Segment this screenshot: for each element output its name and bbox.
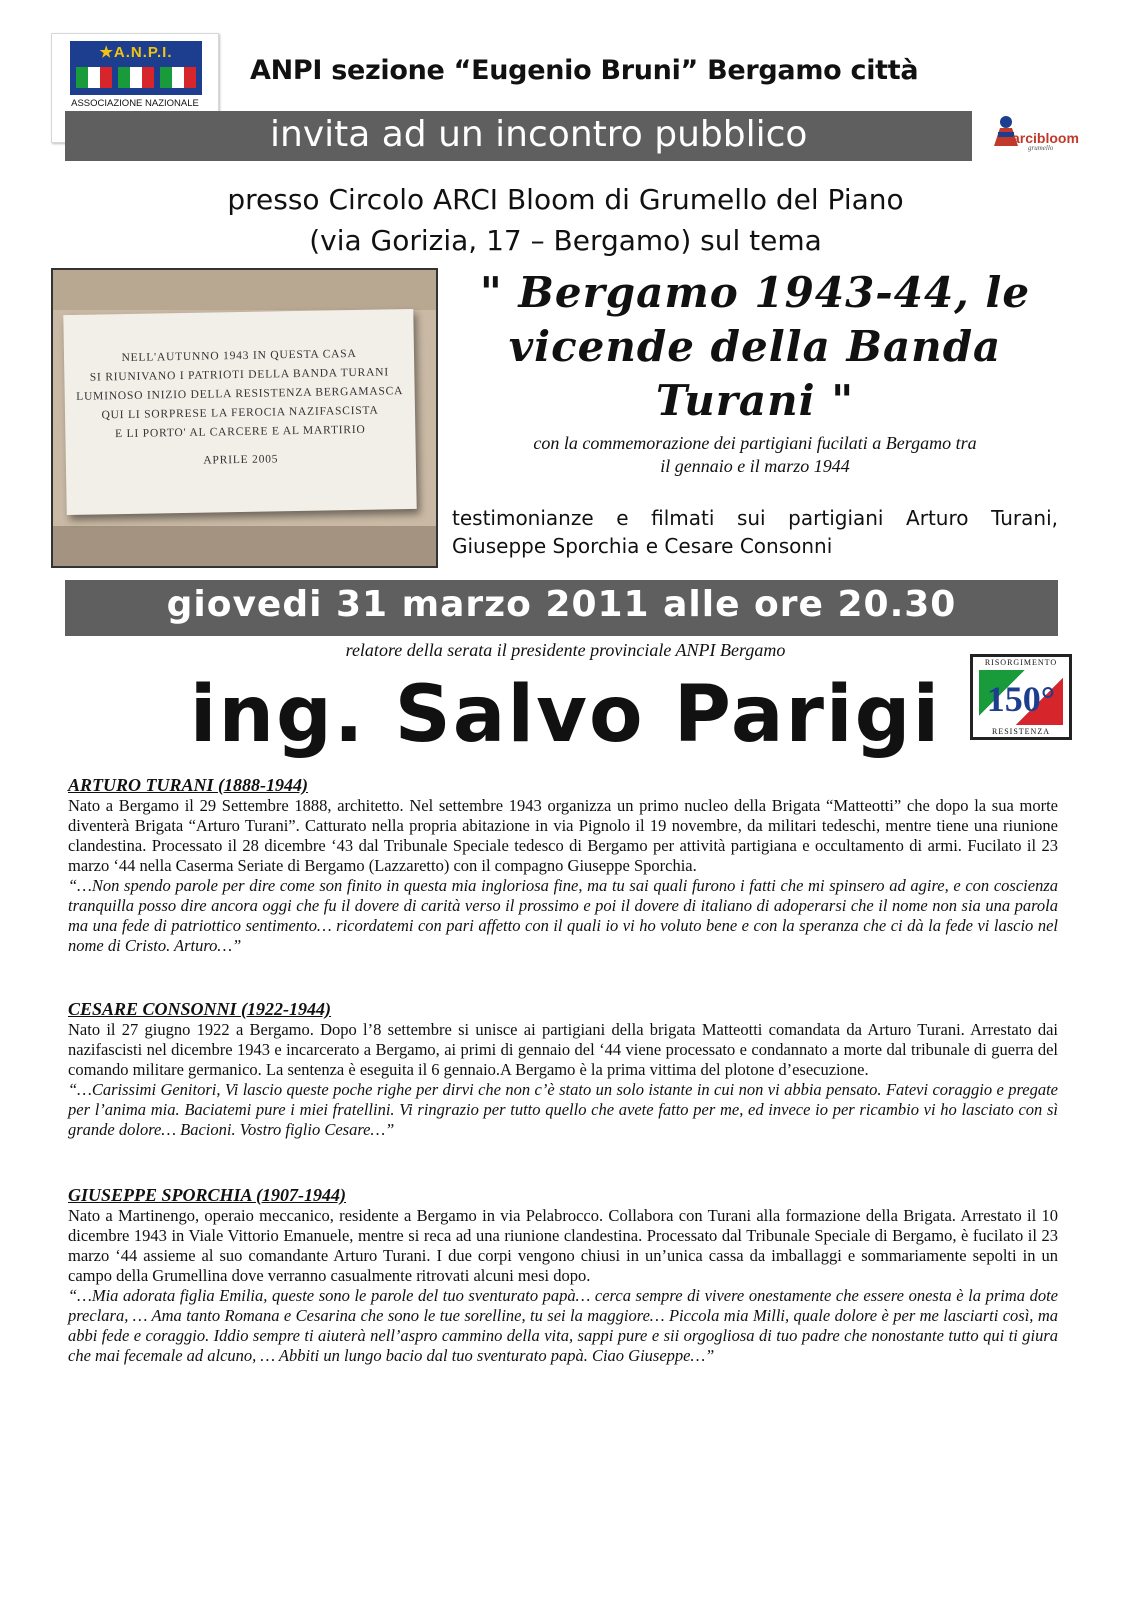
commemoration-line1: con la commemorazione dei partigiani fucilati a Bergamo tra bbox=[533, 433, 977, 453]
plaque-date: APRILE 2005 bbox=[203, 453, 279, 467]
anpi-badge-text: ★A.N.P.I. bbox=[99, 44, 173, 61]
marble-plaque bbox=[63, 309, 416, 515]
risorgimento-logo bbox=[970, 654, 1072, 740]
bio-sporchia bbox=[68, 1184, 1058, 1366]
invite-text: invita ad un incontro pubblico bbox=[270, 114, 808, 155]
header-title: ANPI sezione “Eugenio Bruni” Bergamo città bbox=[250, 55, 919, 86]
speaker-name: ing. Salvo Parigi bbox=[189, 670, 942, 760]
bio-heading: CESARE CONSONNI (1922-1944) bbox=[68, 999, 332, 1019]
flag-icon bbox=[76, 67, 112, 88]
theme-title-line3: Turani " bbox=[655, 376, 855, 425]
arci-bloom-logo bbox=[988, 112, 1079, 158]
arci-logo-sub: grumello bbox=[1028, 144, 1054, 152]
theme-title-line2: vicende della Banda bbox=[508, 322, 1002, 371]
plaque-line: QUI LI SORPRESE LA FEROCIA NAZIFASCISTA bbox=[101, 404, 379, 422]
event-date: giovedi 31 marzo 2011 alle ore 20.30 bbox=[166, 584, 957, 625]
flag-icon bbox=[118, 67, 154, 88]
testimonies-line1: testimonianze e filmati sui partigiani Arturo Turani, bbox=[452, 506, 1058, 530]
risorgimento-bottom-text: RESISTENZA bbox=[992, 727, 1050, 736]
bio-quote: “…Non spendo parole per dire come son finito in questa mia ingloriosa fine, ma tu sai quali furono i fatti che mi spinsero ad agire, e con coscienza tranquilla posso dire ancora oggi che fu il dovere di carità verso il prossimo e poi il dovere di italiano di adoperarsi che il nome non sia una parola ma una fede di patriottico sentimento… ricordatemi con pari affetto con il quali io vi ho voluto bene e con la speranza che ci dà la fede vi lascio nel nome di Cristo. Arturo…” bbox=[68, 876, 1058, 955]
wall bbox=[53, 270, 436, 310]
plaque-line: LUMINOSO INIZIO DELLA RESISTENZA BERGAMASCA bbox=[76, 385, 404, 403]
theme-title-line1: " Bergamo 1943-44, le bbox=[479, 268, 1031, 317]
plaque-line: SI RIUNIVANO I PATRIOTI DELLA BANDA TURANI bbox=[89, 366, 390, 384]
bio-consonni bbox=[68, 998, 1058, 1140]
anpi-logo-line1: ASSOCIAZIONE NAZIONALE bbox=[71, 98, 199, 109]
venue-line2: (via Gorizia, 17 – Bergamo) sul tema bbox=[309, 224, 822, 257]
commemoration-line2: il gennaio e il marzo 1944 bbox=[660, 456, 850, 476]
bio-text: Nato a Bergamo il 29 Settembre 1888, architetto. Nel settembre 1943 organizza un primo nucleo della Brigata “Matteotti” che dopo la sua morte diventerà Brigata “Arturo Turani”. Catturato nella propria abitazione in via Pignolo il 19 novembre, da militari tedeschi, mentre tiene una riunione clandestina. Processato il 28 dicembre ‘43 dal Tribunale Speciale tedesco di Bergamo per attività partigiana e occultamento di armi. Fucilato il 23 marzo ‘44 nella Caserma Seriate di Bergamo (Lazzaretto) con il compagno Giuseppe Sporchia. bbox=[68, 796, 1058, 875]
plaque-line: NELL'AUTUNNO 1943 IN QUESTA CASA bbox=[121, 347, 357, 365]
arci-logo-text: arcibloom bbox=[1012, 130, 1079, 146]
invite-banner bbox=[65, 111, 972, 161]
speaker-role: relatore della serata il presidente provinciale ANPI Bergamo bbox=[345, 640, 786, 660]
bio-quote: “…Carissimi Genitori, Vi lascio queste poche righe per dirvi che non c’è stato un solo istante in cui non vi abbia pensato. Fatevi coraggio e pregate per l’anima mia. Baciatemi pure i miei fratellini. Vi ringrazio per tutto quello che avete fatto per me, ed invece io per ricambio vi ho lasciato con sì grande dolore… Bacioni. Vostro figlio Cesare…” bbox=[68, 1080, 1058, 1139]
venue-line1: presso Circolo ARCI Bloom di Grumello del Piano bbox=[227, 183, 904, 216]
risorgimento-number: 150° bbox=[986, 679, 1056, 719]
bio-quote: “…Mia adorata figlia Emilia, queste sono le parole del tuo sventurato papà… cerca sempre di vivere onestamente che essere onesta è la prima dote preclara, … Ama tanto Romana e Cesarina che sono le tue sorelline, tu sei la maggiore… Piccola mia Milli, quale dolore è per me lasciarti così, ma abbi fede e coraggio. Iddio sempre ti aiuterà nell’aspro cammino della vita, sappi pure e sii orgogliosa di tuo padre che nonostante tutto qui ti giura che mai fecemale ad alcuno, … Abbiti un lungo bacio dal tuo sventurato papà. Ciao Giuseppe…” bbox=[68, 1286, 1058, 1365]
wall bbox=[53, 526, 436, 566]
bio-heading: ARTURO TURANI (1888-1944) bbox=[68, 775, 309, 795]
tricolor-emblem bbox=[979, 670, 1063, 725]
risorgimento-top-text: RISORGIMENTO bbox=[984, 658, 1058, 667]
date-banner bbox=[65, 580, 1058, 636]
flag-icon bbox=[160, 67, 196, 88]
bio-heading: GIUSEPPE SPORCHIA (1907-1944) bbox=[68, 1185, 347, 1205]
bio-text: Nato il 27 giugno 1922 a Bergamo. Dopo l’8 settembre si unisce ai partigiani della brigata Matteotti comandata da Arturo Turani. Arrestato dai nazifascisti nel dicembre 1943 e incarcerato a Bergamo, ai primi di gennaio del ‘44 viene processato e condannato a morte dal tribunale di guerra del comando militare germanico. La sentenza è eseguita il 6 gennaio.A Bergamo è la prima vittima del plotone d’esecuzione. bbox=[68, 1020, 1058, 1079]
plaque-line: E LI PORTO' AL CARCERE E AL MARTIRIO bbox=[115, 423, 366, 441]
bio-text: Nato a Martinengo, operaio meccanico, residente a Bergamo in via Pelabrocco. Collabora con Turani alla formazione della Brigata. Arrestato il 10 dicembre 1943 in Viale Vittorio Emanuele, mentre si reca ad una riunione clandestina. Processato dal Tribunale Speciale di Bergamo, è fucilato il 23 marzo ‘44 assieme al suo comandante Arturo Turani. I due corpi vengono chiusi in un’unica cassa da imballaggi e sommariamente sepolti in un campo della Grumellina dove verranno casualmente ritrovati alcuni mesi dopo. bbox=[68, 1206, 1058, 1285]
bio-turani bbox=[68, 774, 1058, 956]
plaque-photo bbox=[51, 268, 438, 568]
testimonies-line2: Giuseppe Sporchia e Cesare Consonni bbox=[452, 534, 833, 558]
anpi-badge bbox=[70, 41, 202, 95]
